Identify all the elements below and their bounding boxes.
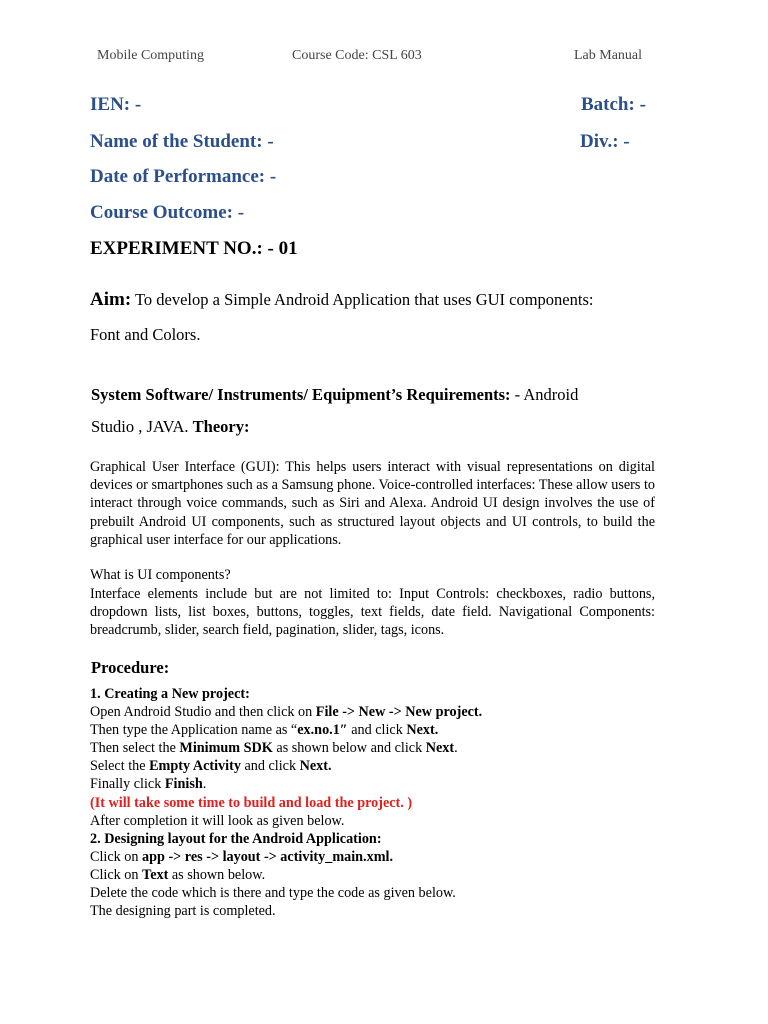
step-2-title: 2. Designing layout for the Android Application: xyxy=(90,830,382,847)
procedure-line xyxy=(90,721,690,739)
text: Finally click xyxy=(90,776,165,793)
button-ref: Next xyxy=(425,740,455,757)
text: . xyxy=(202,776,207,793)
text: as shown below and click xyxy=(272,740,426,757)
button-ref: Finish xyxy=(164,776,203,793)
text: and click xyxy=(347,722,407,739)
procedure-title: Procedure: xyxy=(91,658,170,677)
ui-components-paragraph: Interface elements include but are not limited to: Input Controls: checkboxes, radio buttons, dropdown lists, list boxes, buttons, toggles, text fields, date field. Navigational Components: breadcrumb, slider, search field, pagination, slider, tags, icons. xyxy=(90,586,655,639)
ui-components-question: What is UI components? xyxy=(90,567,231,583)
step-1-title: 1. Creating a New project: xyxy=(90,686,250,702)
requirements-label: System Software/ Instruments/ Equipment’s Requirements: xyxy=(91,385,511,404)
experiment-title: EXPERIMENT NO.: - 01 xyxy=(90,238,298,259)
header-manual-label: Lab Manual xyxy=(574,48,643,63)
batch-field: Batch: - xyxy=(581,94,646,115)
theory-label: Theory: xyxy=(192,417,250,436)
header-course-code: Course Code: CSL 603 xyxy=(292,48,422,63)
tab-ref: Text xyxy=(142,866,169,883)
text: . xyxy=(454,740,458,757)
aim-label: Aim: xyxy=(90,289,132,310)
student-name-field: Name of the Student: - xyxy=(90,131,274,152)
aim-line-2: Font and Colors. xyxy=(90,325,201,344)
setting-ref: Minimum SDK xyxy=(179,740,273,757)
text: Click on xyxy=(90,866,143,883)
text: Select the xyxy=(90,758,150,775)
template-ref: Empty Activity xyxy=(149,758,241,775)
procedure-line xyxy=(90,703,690,721)
procedure-line: The designing part is completed. xyxy=(90,903,276,920)
procedure-steps xyxy=(90,685,690,920)
header-course-name: Mobile Computing xyxy=(97,48,204,63)
procedure-line: After completion it will look as given below. xyxy=(90,812,345,829)
ien-field: IEN: - xyxy=(90,94,142,115)
text: as shown below. xyxy=(168,866,266,883)
file-path: app -> res -> layout -> activity_main.xml. xyxy=(142,848,394,865)
menu-path: File -> New -> New project. xyxy=(315,704,483,721)
aim-line-1 xyxy=(90,289,593,311)
text: Then type the Application name as “ xyxy=(90,722,298,739)
requirements-line-1 xyxy=(91,385,578,405)
button-ref: Next. xyxy=(406,722,439,739)
requirements-text-2: Studio , JAVA. xyxy=(91,417,193,436)
requirements-text: - Android xyxy=(510,385,579,404)
procedure-line xyxy=(90,739,690,757)
requirements-line-2 xyxy=(91,417,249,437)
text: and click xyxy=(240,758,300,775)
division-field: Div.: - xyxy=(580,131,630,152)
text: Open Android Studio and then click on xyxy=(90,704,316,721)
procedure-line: Delete the code which is there and type the code as given below. xyxy=(90,885,456,902)
procedure-line xyxy=(90,775,690,793)
procedure-line xyxy=(90,848,690,866)
procedure-line xyxy=(90,866,690,884)
procedure-line xyxy=(90,757,690,775)
theory-paragraph: Graphical User Interface (GUI): This helps users interact with visual representations on digital devices or smartphones such as a Samsung phone. Voice-controlled interfaces: These allow users to interact through voice commands, such as Siri and Alexa. Android UI design involves the use of prebuilt Android UI components, such as structured layout objects and UI controls, to build the graphical user interface for our applications. xyxy=(90,459,655,548)
course-outcome-field: Course Outcome: - xyxy=(90,202,245,223)
date-of-performance-field: Date of Performance: - xyxy=(90,166,277,187)
text: Click on xyxy=(90,848,143,865)
build-warning: (It will take some time to build and load the project. ) xyxy=(90,794,413,811)
text: Then select the xyxy=(90,740,180,757)
aim-text: To develop a Simple Android Application that uses GUI components: xyxy=(131,290,594,309)
button-ref: Next. xyxy=(299,758,332,775)
app-name: ex.no.1″ xyxy=(297,722,348,739)
